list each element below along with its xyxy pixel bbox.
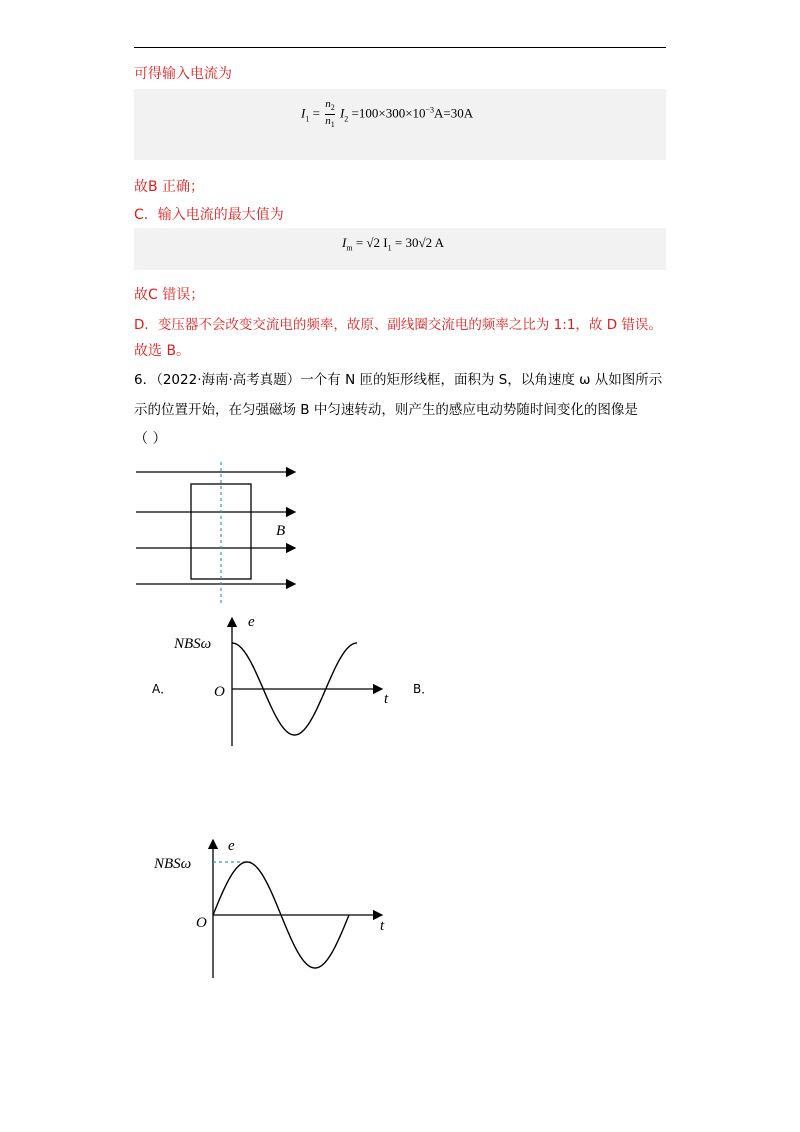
option-b-label: B． [413, 682, 434, 696]
header-rule [134, 47, 666, 48]
question-6-line-3: （ ） [134, 431, 167, 447]
ratio-fraction: $\frac{n_2}{n_1}$ [325, 98, 335, 130]
option-a-label: A． [152, 682, 173, 696]
text-line-answer: 故选 B。 [134, 343, 191, 359]
text-line-c-wrong: 故C 错误； [134, 287, 205, 303]
formula-input-current: $I_1$ = $\frac{n_2}{n_1}$ $I_2 =100\times 300\times 10^{-3}A=30A$ [301, 98, 474, 130]
text-line-c-max: C．输入电流的最大值为 [134, 207, 284, 223]
y-axis-label: e [228, 838, 235, 854]
graph-b [150, 830, 395, 985]
question-6-line-2: 示的位置开始，在匀强磁场 B 中匀速转动，则产生的感应电动势随时间变化的图像是 [134, 402, 638, 418]
y-axis-label: e [248, 614, 255, 630]
x-axis-label: t [380, 918, 385, 934]
field-label: B [276, 523, 286, 539]
text-line-b-correct: 故B 正确； [134, 179, 205, 195]
origin-label: O [196, 915, 207, 931]
x-axis-label: t [384, 691, 389, 707]
origin-label: O [214, 684, 225, 700]
text-line-input-current: 可得输入电流为 [134, 66, 232, 82]
amplitude-label: NBSω [154, 856, 192, 872]
text-line-d: D．变压器不会改变交流电的频率，故原、副线圈交流电的频率之比为 1:1，故 D 错误。 [134, 317, 662, 333]
formula-max-current: $I_m = √2$ $I_1 = 30√2$ A [342, 235, 445, 253]
coil-field-figure [130, 460, 310, 605]
question-6-line-1: 6．（2022·海南·高考真题）一个有 N 匝的矩形线框，面积为 S，以角速度 ω 从如图所示 [134, 372, 663, 388]
graph-a [170, 610, 400, 755]
amplitude-label: NBSω [174, 636, 212, 652]
